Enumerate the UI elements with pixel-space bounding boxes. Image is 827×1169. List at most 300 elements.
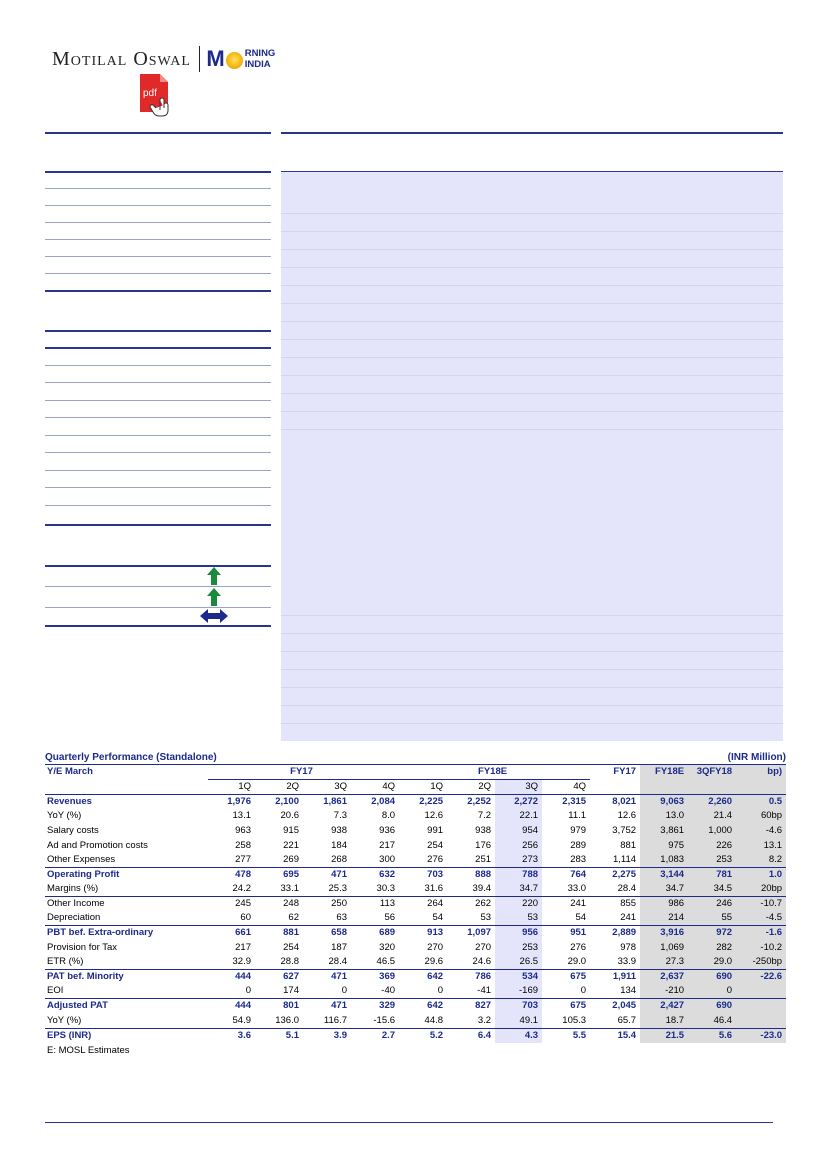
- table-cell: 3.6: [208, 1028, 255, 1043]
- table-cell: 1,114: [613, 854, 637, 866]
- table-cell: 972: [688, 926, 736, 941]
- table-cell: 2,427: [640, 999, 688, 1014]
- table-cell: 268: [331, 854, 347, 866]
- table-cell: 22.1: [495, 809, 542, 824]
- quarter-header: 4Q: [573, 781, 587, 793]
- table-cell: 0: [341, 985, 347, 997]
- table-cell: 60bp: [736, 809, 786, 824]
- table-cell: 1,097: [447, 926, 495, 941]
- panel-line: [281, 723, 783, 724]
- table-cell: -40: [381, 985, 396, 997]
- left-row-line: [45, 470, 271, 471]
- table-cell: 3,861: [640, 824, 688, 839]
- table-cell: 781: [688, 868, 736, 883]
- panel-line: [281, 339, 783, 340]
- left-row-line: [45, 205, 271, 206]
- table-cell: 786: [447, 970, 495, 985]
- table-cell: 7.3: [333, 810, 347, 822]
- table-cell: 2,315: [542, 795, 590, 810]
- row-label: Operating Profit: [45, 868, 208, 883]
- table-cell: 11.1: [568, 810, 587, 822]
- table-cell: 245: [208, 897, 255, 912]
- table-cell: 478: [208, 868, 255, 883]
- quarter-header-row: [45, 780, 786, 795]
- table-cell: 938: [331, 825, 347, 837]
- table-cell: 46.4: [688, 1014, 736, 1029]
- table-cell: 3.9: [303, 1028, 351, 1043]
- table-cell: 5.1: [255, 1028, 303, 1043]
- table-cell: 55: [688, 911, 736, 926]
- quarter-header: 4Q: [382, 781, 396, 793]
- table-cell: 21.4: [688, 809, 736, 824]
- left-divider: [45, 132, 271, 134]
- left-divider: [45, 171, 271, 173]
- row-label: ETR (%): [47, 956, 84, 968]
- table-row: [45, 824, 786, 839]
- table-cell: 113: [351, 897, 399, 912]
- table-cell: 176: [475, 839, 492, 851]
- table-row: [45, 970, 786, 985]
- table-cell: 444: [208, 999, 255, 1014]
- panel-line: [281, 321, 783, 322]
- table-row: [45, 926, 786, 941]
- left-row-line: [45, 222, 271, 223]
- table-cell: 7.2: [477, 810, 492, 822]
- col-fy18e: FY18E: [640, 765, 688, 780]
- table-row: [45, 853, 786, 868]
- table-row: [45, 999, 786, 1014]
- morning-india-text: [245, 48, 276, 70]
- quarter-header-blank: [736, 780, 786, 795]
- table-cell: 5.2: [399, 1028, 447, 1043]
- left-divider: [45, 565, 271, 567]
- table-cell: -41: [477, 985, 492, 997]
- table-cell: 56: [384, 912, 396, 924]
- left-row-line: [45, 586, 271, 587]
- table-row: [45, 795, 786, 810]
- table-row: [45, 882, 786, 897]
- table-cell: 3.2: [477, 1014, 492, 1026]
- table-cell: 13.1: [232, 810, 251, 822]
- table-cell: 0: [245, 985, 251, 997]
- pdf-label: pdf: [143, 88, 157, 99]
- table-cell: 60: [240, 912, 251, 924]
- india-text: INDIA: [244, 59, 271, 70]
- table-cell: 695: [255, 868, 303, 883]
- table-cell: -23.0: [736, 1028, 786, 1043]
- table-cell: 642: [399, 970, 447, 985]
- table-cell: 21.5: [640, 1028, 688, 1043]
- table-cell: 963: [235, 825, 251, 837]
- table-cell: 661: [208, 926, 255, 941]
- row-label: Salary costs: [47, 825, 99, 837]
- table-cell: 289: [570, 839, 587, 851]
- table-row: [45, 984, 786, 999]
- panel-line: [281, 687, 783, 688]
- table-row: [45, 868, 786, 883]
- left-row-line: [45, 365, 271, 366]
- left-divider: [45, 347, 271, 349]
- row-label: Adjusted PAT: [45, 999, 208, 1014]
- table-cell: 1.0: [736, 868, 786, 883]
- table-cell: 34.7: [640, 882, 688, 897]
- table-cell: 2,272: [495, 795, 542, 810]
- table-cell: 270: [427, 941, 444, 953]
- table-cell: 1,861: [303, 795, 351, 810]
- table-cell: 979: [570, 825, 587, 837]
- table-cell: 5.5: [542, 1028, 590, 1043]
- table-cell: [736, 1014, 786, 1029]
- row-label: Other Expenses: [47, 854, 116, 866]
- left-row-line: [45, 505, 271, 506]
- table-cell: 8.2: [736, 853, 786, 868]
- table-cell: -1.6: [736, 926, 786, 941]
- table-cell: 270: [475, 941, 492, 953]
- table-cell: 8.0: [381, 810, 396, 822]
- table-cell: 2,252: [447, 795, 495, 810]
- table-cell: 13.0: [640, 809, 688, 824]
- table-cell: 788: [495, 868, 542, 883]
- table-cell: 2,100: [255, 795, 303, 810]
- table-cell: 20.6: [280, 810, 299, 822]
- table-cell: 0.5: [736, 795, 786, 810]
- table-cell: 250: [303, 897, 351, 912]
- table-cell: -22.6: [736, 970, 786, 985]
- table-cell: 217: [235, 941, 251, 953]
- table-cell: -169: [495, 984, 542, 999]
- table-cell: 2,260: [688, 795, 736, 810]
- table-cell: 29.6: [424, 956, 444, 968]
- table-cell: 951: [542, 926, 590, 941]
- table-cell: 34.7: [495, 882, 542, 897]
- table-cell: [736, 999, 786, 1014]
- table-row: [45, 838, 786, 853]
- table-cell: 253: [688, 853, 736, 868]
- table-cell: 54: [432, 912, 444, 924]
- table-cell: 254: [283, 941, 299, 953]
- table-cell: 29.0: [688, 955, 736, 970]
- table-cell: 254: [427, 839, 444, 851]
- panel-line: [281, 669, 783, 670]
- table-cell: 63: [336, 912, 347, 924]
- left-row-line: [45, 435, 271, 436]
- table-cell: 978: [620, 941, 637, 953]
- arrow-up-icon: [206, 587, 222, 607]
- table-cell: 226: [688, 838, 736, 853]
- table-cell: 25.3: [328, 883, 347, 895]
- pdf-download-icon[interactable]: [138, 72, 171, 118]
- table-cell: 954: [495, 824, 542, 839]
- table-cell: 534: [495, 970, 542, 985]
- table-cell: 855: [590, 897, 640, 912]
- table-cell: -4.6: [736, 824, 786, 839]
- table-cell: 39.4: [472, 883, 492, 895]
- row-label: Provision for Tax: [47, 941, 118, 953]
- table-cell: 220: [495, 897, 542, 912]
- table-cell: 33.1: [280, 883, 299, 895]
- table-cell: 9,063: [640, 795, 688, 810]
- table-cell: 246: [688, 897, 736, 912]
- table-cell: -15.6: [373, 1014, 396, 1026]
- table-cell: 329: [351, 999, 399, 1014]
- table-cell: 251: [475, 854, 492, 866]
- table-cell: 26.5: [495, 955, 542, 970]
- quarter-header: 1Q: [238, 781, 251, 793]
- table-row: [45, 911, 786, 926]
- right-divider: [281, 132, 783, 134]
- table-cell: 444: [208, 970, 255, 985]
- table-unit: (INR Million): [727, 752, 786, 763]
- table-cell: 3,144: [640, 868, 688, 883]
- panel-line: [281, 651, 783, 652]
- table-cell: 62: [288, 912, 299, 924]
- table-row: [45, 941, 786, 956]
- table-cell: 12.6: [424, 810, 444, 822]
- quarter-header: 3Q: [495, 780, 542, 795]
- table-cell: 6.4: [447, 1028, 495, 1043]
- table-cell: 253: [495, 941, 542, 956]
- col-bp: bp): [736, 765, 786, 780]
- table-cell: 4.3: [495, 1028, 542, 1043]
- panel-line: [281, 429, 783, 430]
- table-cell: 658: [303, 926, 351, 941]
- table-cell: 256: [495, 838, 542, 853]
- table-cell: 262: [447, 897, 495, 912]
- table-footnote: E: MOSL Estimates: [47, 1044, 130, 1056]
- table-cell: 27.3: [640, 955, 688, 970]
- table-cell: 241: [542, 897, 590, 912]
- quarter-header-blank: [688, 780, 736, 795]
- table-cell: 24.6: [472, 956, 492, 968]
- table-cell: -10.7: [736, 897, 786, 912]
- row-label: Ad and Promotion costs: [47, 839, 148, 851]
- table-cell: 300: [379, 854, 396, 866]
- table-cell: 1,000: [688, 824, 736, 839]
- table-title-bar: [45, 751, 786, 765]
- table-cell: 28.4: [617, 883, 637, 895]
- table-cell: 881: [255, 926, 303, 941]
- table-cell: 31.6: [424, 883, 444, 895]
- col-3qfy18: 3QFY18: [688, 765, 736, 780]
- right-header-band: [281, 171, 783, 197]
- table-cell: 53: [480, 912, 492, 924]
- table-cell: 134: [620, 985, 637, 997]
- left-row-line: [45, 607, 271, 608]
- table-cell: 105.3: [562, 1014, 587, 1026]
- table-cell: 214: [640, 911, 688, 926]
- table-cell: 8,021: [590, 795, 640, 810]
- table-cell: 44.8: [424, 1014, 444, 1026]
- table-cell: 184: [331, 839, 347, 851]
- sun-icon: [226, 52, 243, 69]
- left-row-line: [45, 239, 271, 240]
- left-row-line: [45, 256, 271, 257]
- table-cell: 936: [379, 825, 396, 837]
- table-cell: 1,069: [640, 941, 688, 956]
- left-row-line: [45, 487, 271, 488]
- table-cell: 471: [303, 868, 351, 883]
- quarter-header: 2Q: [478, 781, 492, 793]
- table-cell: 276: [427, 854, 444, 866]
- col-fy17: FY17: [613, 766, 637, 778]
- panel-line: [281, 705, 783, 706]
- table-cell: 269: [283, 854, 299, 866]
- table-cell: 1,911: [590, 970, 640, 985]
- table-cell: 174: [283, 985, 299, 997]
- table-cell: 29.0: [567, 956, 587, 968]
- table-cell: 915: [283, 825, 299, 837]
- table-cell: 986: [640, 897, 688, 912]
- left-row-line: [45, 273, 271, 274]
- table-cell: 689: [351, 926, 399, 941]
- table-cell: 3,916: [640, 926, 688, 941]
- table-cell: 65.7: [617, 1014, 637, 1026]
- table-header-row: [45, 765, 786, 780]
- table-cell: 283: [570, 854, 587, 866]
- table-cell: 5.6: [688, 1028, 736, 1043]
- panel-line: [281, 231, 783, 232]
- table-cell: 991: [427, 825, 444, 837]
- brand-name: Motilal Oswal: [52, 47, 191, 70]
- row-label: EPS (INR): [45, 1028, 208, 1043]
- quarterly-performance-table: [45, 751, 786, 1056]
- table-cell: 46.5: [376, 956, 396, 968]
- table-cell: -10.2: [736, 941, 786, 956]
- quarter-label-spacer: [45, 780, 208, 795]
- table-cell: 1,976: [208, 795, 255, 810]
- table-cell: 33.9: [617, 956, 637, 968]
- table-cell: 258: [235, 839, 251, 851]
- table-cell: 28.4: [328, 956, 347, 968]
- table-cell: 13.1: [736, 838, 786, 853]
- left-divider: [45, 330, 271, 332]
- row-label: EOI: [47, 985, 64, 997]
- panel-line: [281, 285, 783, 286]
- quarter-header: 3Q: [334, 781, 347, 793]
- brand-logo: [52, 44, 275, 74]
- table-cell: 703: [399, 868, 447, 883]
- arrow-up-icon: [206, 566, 222, 586]
- panel-line: [281, 249, 783, 250]
- arrow-left-right-icon: [199, 608, 229, 624]
- table-cell: 938: [475, 825, 492, 837]
- quarter-header-blank: [640, 780, 688, 795]
- table-cell: 675: [542, 999, 590, 1014]
- table-cell: 1,083: [640, 853, 688, 868]
- table-cell: 627: [255, 970, 303, 985]
- table-cell: 54.9: [232, 1014, 251, 1026]
- table-cell: 20bp: [736, 882, 786, 897]
- table-cell: 273: [495, 853, 542, 868]
- table-cell: 3,752: [612, 825, 637, 837]
- table-cell: 690: [688, 999, 736, 1014]
- panel-line: [281, 615, 783, 616]
- table-cell: 471: [303, 970, 351, 985]
- morning-text: RNING: [244, 48, 276, 59]
- table-cell: 2,045: [590, 999, 640, 1014]
- logo-divider: [199, 46, 201, 72]
- table-cell: 956: [495, 926, 542, 941]
- table-cell: 703: [495, 999, 542, 1014]
- left-row-line: [45, 382, 271, 383]
- row-label: Margins (%): [47, 883, 99, 895]
- row-label: YoY (%): [47, 810, 82, 822]
- table-cell: 764: [542, 868, 590, 883]
- left-divider: [45, 625, 271, 627]
- panel-line: [281, 267, 783, 268]
- table-cell: 888: [447, 868, 495, 883]
- table-cell: 264: [399, 897, 447, 912]
- table-cell: 2,225: [399, 795, 447, 810]
- table-cell: 18.7: [640, 1014, 688, 1029]
- table-cell: 34.5: [688, 882, 736, 897]
- table-cell: 30.3: [376, 883, 396, 895]
- row-label: Other Income: [45, 897, 208, 912]
- table-cell: 471: [303, 999, 351, 1014]
- table-cell: 675: [542, 970, 590, 985]
- morning-india-m: M: [206, 46, 225, 71]
- table-cell: 690: [688, 970, 736, 985]
- left-divider: [45, 524, 271, 526]
- table-cell: 116.7: [323, 1014, 347, 1026]
- table-row: [45, 1014, 786, 1029]
- table-cell: 0: [437, 985, 444, 997]
- table-cell: 49.1: [495, 1014, 542, 1029]
- table-cell: 54: [575, 912, 587, 924]
- row-label: Depreciation: [47, 912, 101, 924]
- row-label: PAT bef. Minority: [45, 970, 208, 985]
- fy17-group: FY17: [208, 765, 399, 780]
- panel-line: [281, 357, 783, 358]
- table-cell: 2.7: [351, 1028, 399, 1043]
- table-row: [45, 897, 786, 912]
- table-cell: 33.0: [567, 883, 587, 895]
- table-cell: 320: [379, 941, 396, 953]
- data-table: [45, 765, 786, 1043]
- table-cell: [736, 984, 786, 999]
- table-cell: 369: [351, 970, 399, 985]
- footer-divider: [45, 1122, 773, 1123]
- left-row-line: [45, 188, 271, 189]
- table-cell: 53: [495, 911, 542, 926]
- table-row: [45, 1028, 786, 1043]
- table-cell: 2,889: [590, 926, 640, 941]
- row-label: PBT bef. Extra-ordinary: [45, 926, 208, 941]
- quarter-header-blank: [590, 780, 640, 795]
- table-cell: 2,275: [590, 868, 640, 883]
- left-row-line: [45, 452, 271, 453]
- row-label: Revenues: [45, 795, 208, 810]
- table-cell: 632: [351, 868, 399, 883]
- quarter-header: 2Q: [286, 781, 299, 793]
- panel-line: [281, 633, 783, 634]
- table-cell: 827: [447, 999, 495, 1014]
- table-cell: 881: [620, 839, 637, 851]
- table-cell: 2,637: [640, 970, 688, 985]
- table-cell: 28.8: [280, 956, 299, 968]
- panel-line: [281, 213, 783, 214]
- table-cell: 24.2: [232, 883, 251, 895]
- table-cell: 282: [688, 941, 736, 956]
- table-cell: 187: [331, 941, 347, 953]
- table-cell: 276: [570, 941, 587, 953]
- row-label: YoY (%): [47, 1014, 82, 1026]
- table-cell: -210: [640, 984, 688, 999]
- table-row: [45, 955, 786, 970]
- table-cell: 642: [399, 999, 447, 1014]
- table-cell: 277: [235, 854, 251, 866]
- ye-label: Y/E March: [47, 766, 93, 778]
